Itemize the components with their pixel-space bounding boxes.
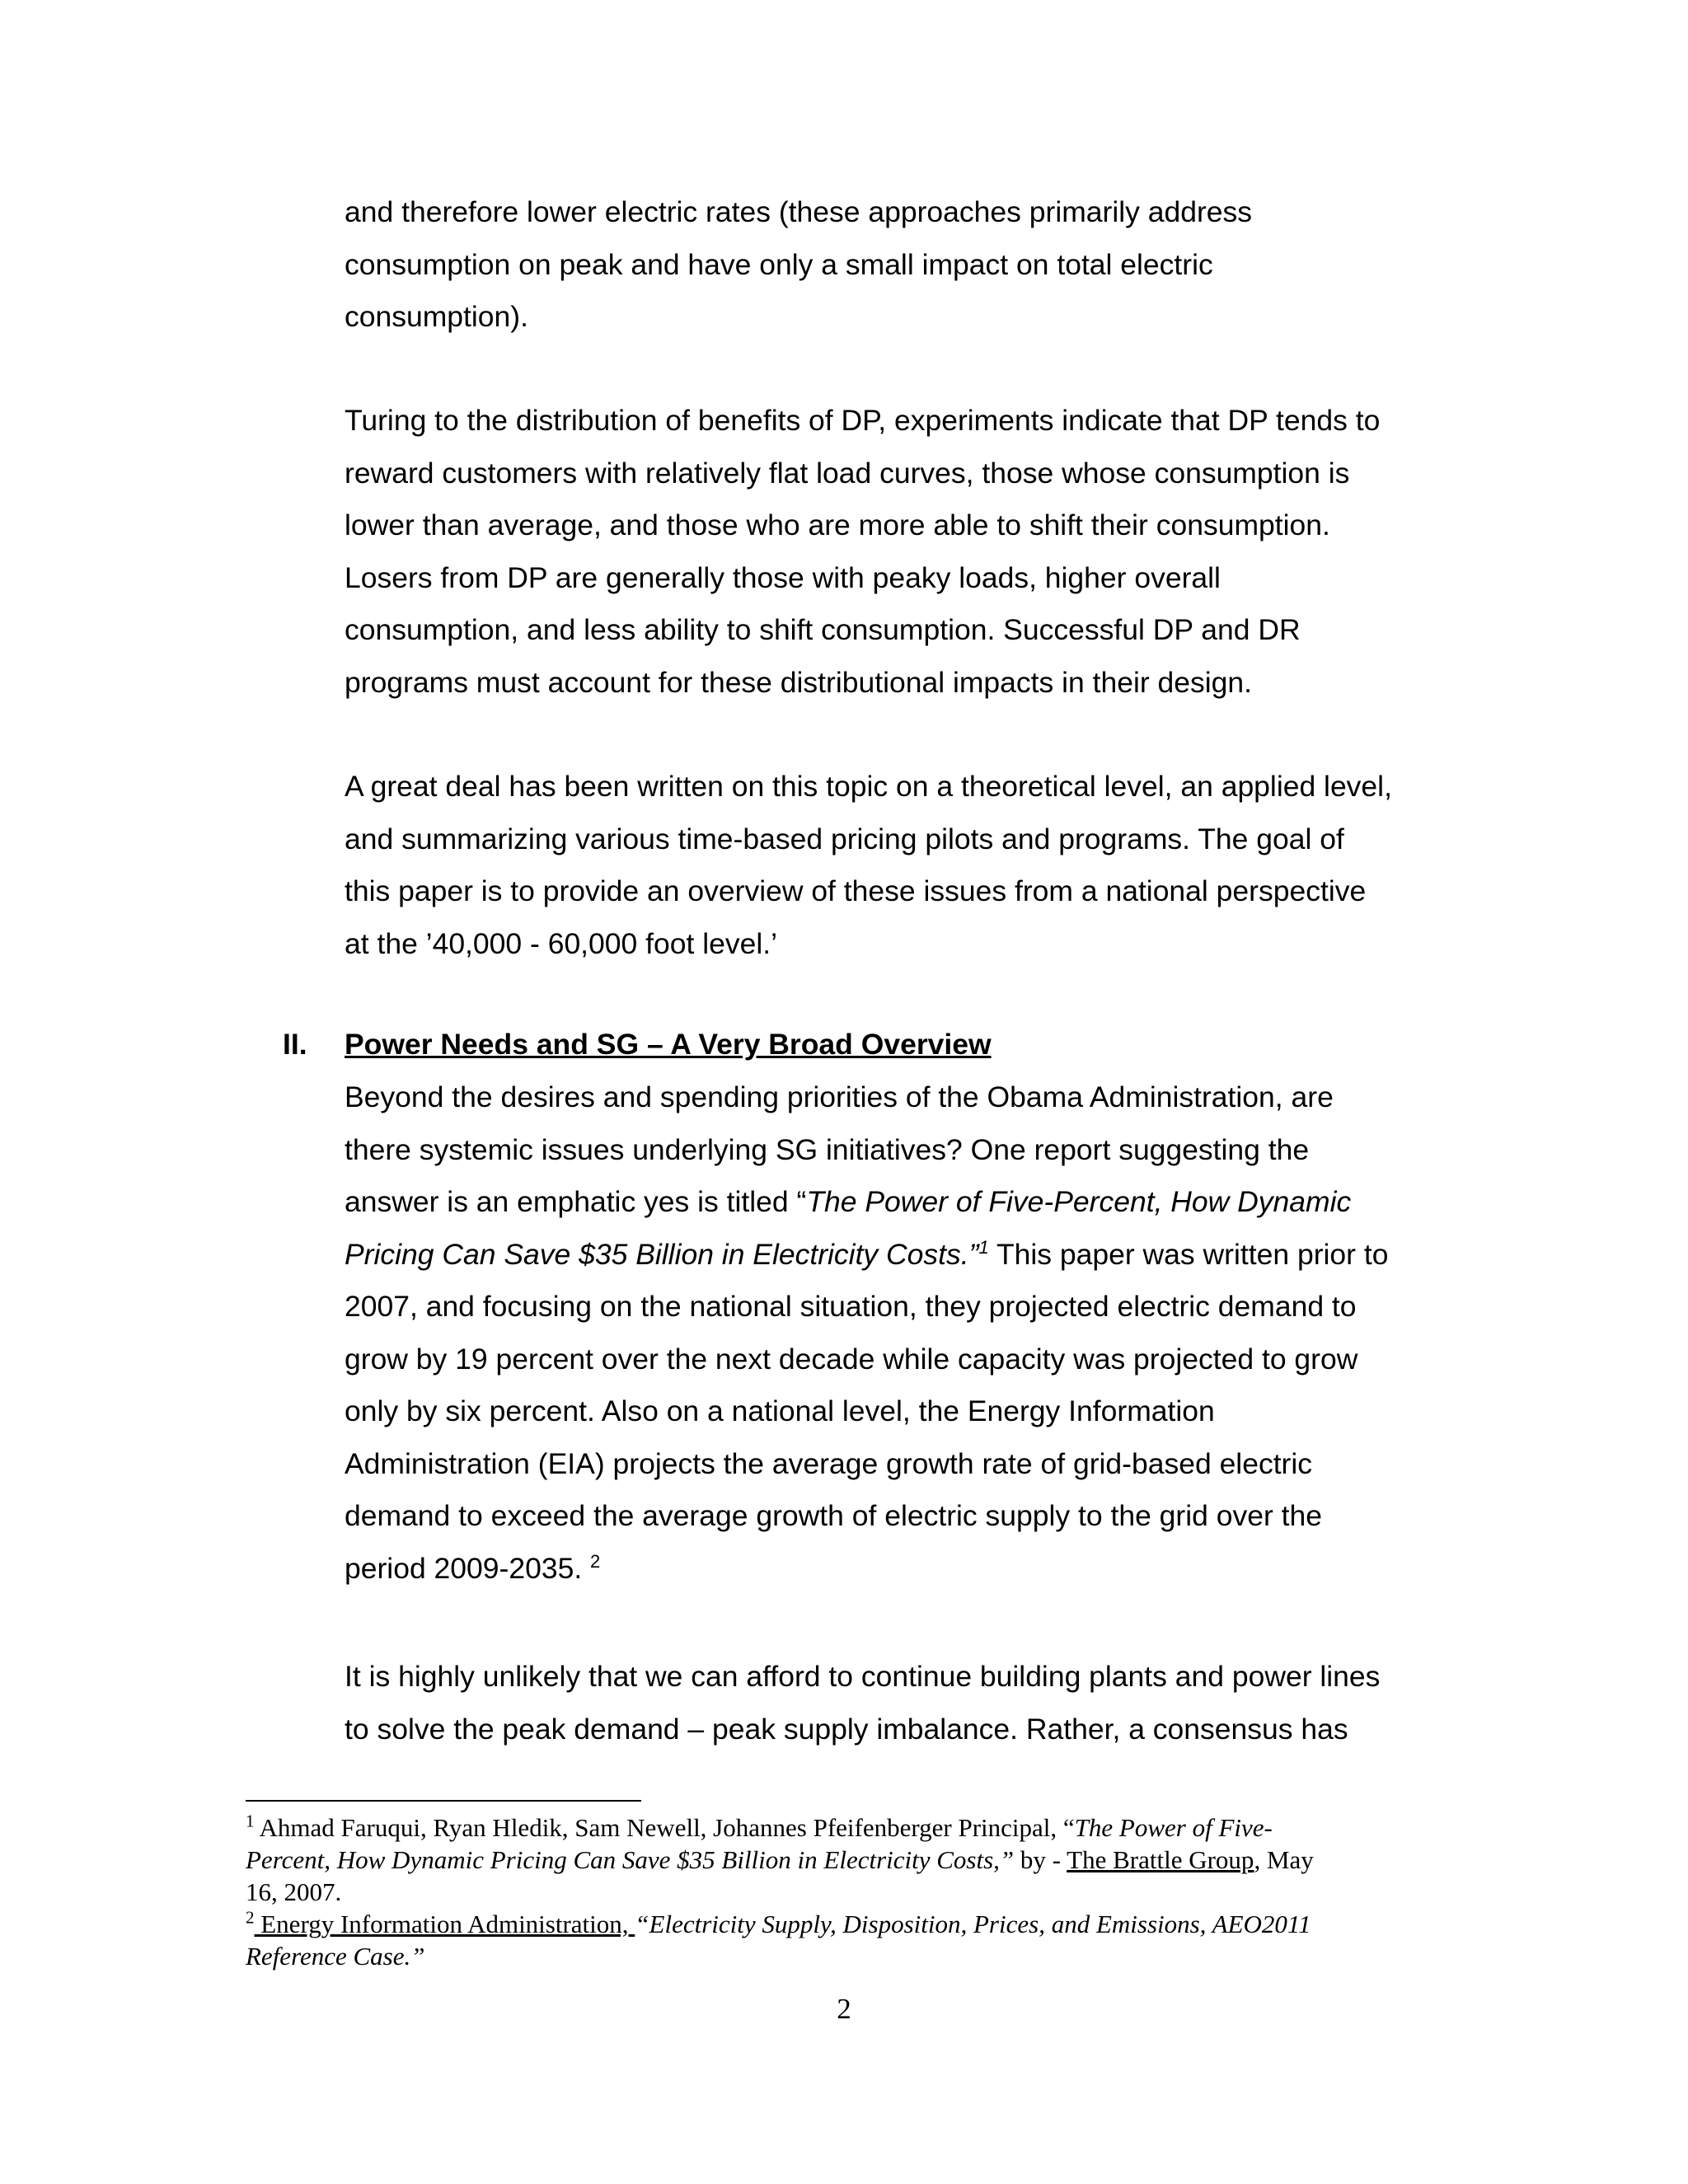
citation-title-italic: The Power of Five- xyxy=(1074,1813,1273,1842)
citation-title-italic: “Electricity Supply, Disposition, Prices, and Emissions, AEO2011 xyxy=(635,1910,1311,1938)
footnote-marker: 1 xyxy=(246,1811,255,1831)
brattle-group-link[interactable]: The Brattle Group xyxy=(1067,1845,1254,1874)
text-line: consumption on peak and have only a small impact on total electric xyxy=(345,247,1213,281)
text-line: and therefore lower electric rates (these approaches primarily address xyxy=(345,195,1253,228)
footnote-marker: 2 xyxy=(246,1907,255,1928)
footnotes xyxy=(246,1811,1416,1972)
text-line: grow by 19 percent over the next decade while capacity was projected to grow xyxy=(345,1342,1358,1376)
text-line: demand to exceed the average growth of electric supply to the grid over the xyxy=(345,1499,1323,1532)
text-line: Turing to the distribution of benefits of DP, experiments indicate that DP tends to xyxy=(345,404,1381,437)
text-line: reward customers with relatively flat load curves, those whose consumption is xyxy=(345,456,1350,490)
report-title-italic: Pricing Can Save $35 Billion in Electricity Costs.” xyxy=(345,1237,979,1271)
report-title-italic: The Power of Five-Percent, How Dynamic xyxy=(806,1185,1352,1218)
citation-title-italic: Percent, How Dynamic Pricing Can Save $35 Billion in Electricity Costs,” xyxy=(246,1845,1015,1874)
text-line: only by six percent. Also on a national level, the Energy Information xyxy=(345,1394,1215,1427)
text-line: and summarizing various time-based pricing pilots and programs. The goal of xyxy=(345,822,1344,855)
text-line: there systemic issues underlying SG initiatives? One report suggesting the xyxy=(345,1132,1310,1166)
section-heading: Power Needs and SG – A Very Broad Overview xyxy=(345,1028,992,1061)
text-line: programs must account for these distributional impacts in their design. xyxy=(345,665,1253,699)
section-number: II. xyxy=(283,1028,307,1061)
text-line: lower than average, and those who are more able to shift their consumption. xyxy=(345,509,1330,541)
footnote-line: Reference Case.” xyxy=(246,1942,425,1971)
paragraph-goal xyxy=(345,761,1449,970)
text-line: Beyond the desires and spending priorities of the Obama Administration, are xyxy=(345,1080,1334,1113)
footnote-line xyxy=(246,1844,1416,1876)
paragraph-power-needs xyxy=(345,1071,1449,1595)
text-run: by - xyxy=(1014,1845,1067,1874)
text-line: A great deal has been written on this topic on a theoretical level, an applied level, xyxy=(345,770,1392,803)
footnote-ref-1[interactable]: 1 xyxy=(978,1236,989,1258)
text-run: period 2009-2035. xyxy=(345,1551,591,1585)
text-line: at the ’40,000 - 60,000 foot level.’ xyxy=(345,926,777,960)
text-line: It is highly unlikely that we can afford to continue building plants and power lines xyxy=(345,1660,1381,1693)
paragraph-rates xyxy=(345,186,1449,344)
text-line: consumption). xyxy=(345,300,528,333)
footnote-line xyxy=(246,1908,1416,1940)
footnote-ref-2[interactable]: 2 xyxy=(590,1550,601,1572)
paragraph-distribution xyxy=(345,395,1449,709)
footnote-2 xyxy=(246,1908,1416,1972)
footnote-separator xyxy=(246,1800,641,1802)
text-line: Administration (EIA) projects the average growth rate of grid-based electric xyxy=(345,1446,1313,1480)
page-number: 2 xyxy=(837,1993,851,2025)
text-line: consumption, and less ability to shift consumption. Successful DP and DR xyxy=(345,613,1301,646)
text-run: Ahmad Faruqui, Ryan Hledik, Sam Newell, Johannes Pfeifenberger Principal, “ xyxy=(254,1813,1075,1842)
text-run: This paper was written prior to xyxy=(988,1237,1389,1271)
footnote-line xyxy=(246,1811,1416,1844)
text-run: answer is an emphatic yes is titled “ xyxy=(345,1185,807,1218)
footnote-1 xyxy=(246,1811,1416,1908)
eia-link[interactable]: Energy Information Administration, xyxy=(254,1910,635,1938)
text-line xyxy=(345,1543,1449,1596)
footnote-line: 16, 2007. xyxy=(246,1877,342,1906)
text-line: 2007, and focusing on the national situation, they projected electric demand to xyxy=(345,1290,1357,1323)
text-line: this paper is to provide an overview of these issues from a national perspective xyxy=(345,874,1367,907)
text-line: Losers from DP are generally those with peaky loads, higher overall xyxy=(345,560,1221,594)
text-run: , May xyxy=(1254,1845,1314,1874)
text-line: to solve the peak demand – peak supply imbalance. Rather, a consensus has xyxy=(345,1712,1348,1746)
paragraph-consensus xyxy=(345,1651,1449,1755)
text-line xyxy=(345,1229,1449,1282)
text-line xyxy=(345,1176,1449,1229)
